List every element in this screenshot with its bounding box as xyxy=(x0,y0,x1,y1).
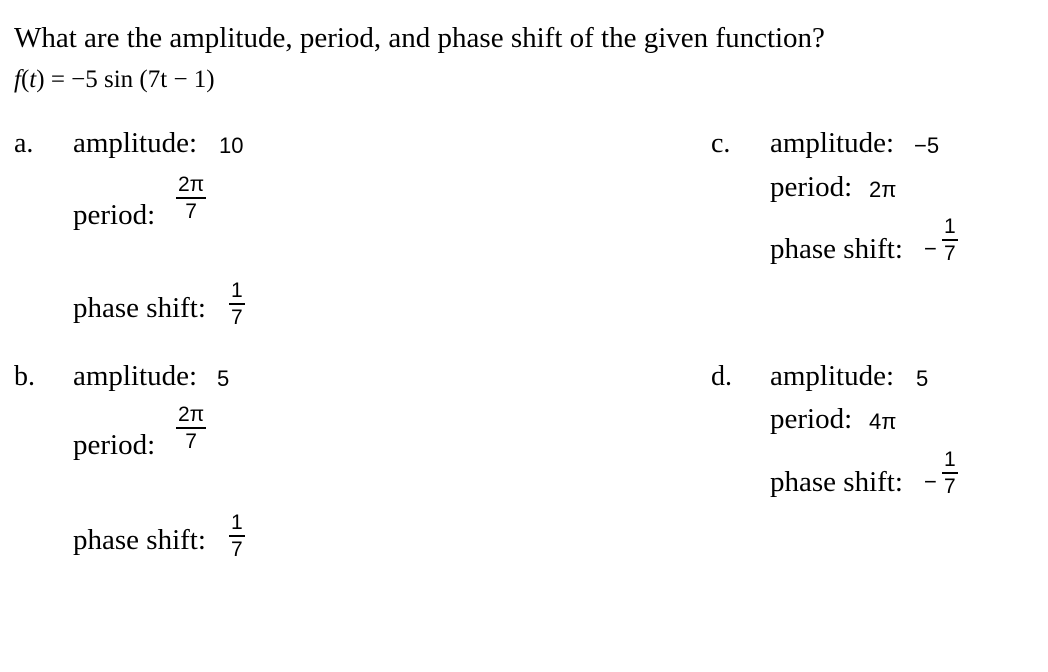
phase-denominator: 7 xyxy=(944,242,956,265)
phase-numerator: 1 xyxy=(231,511,243,534)
phase-numerator: 1 xyxy=(231,279,243,302)
period-value: 2π xyxy=(869,177,897,202)
function-name: f xyxy=(14,66,21,93)
amplitude-label: amplitude: xyxy=(73,360,198,392)
phase-denominator: 7 xyxy=(231,306,243,329)
amplitude-value: −5 xyxy=(914,133,940,158)
phase-shift-label: phase shift: xyxy=(73,292,206,324)
amplitude-label: amplitude: xyxy=(770,360,895,392)
phase-shift-label: phase shift: xyxy=(770,233,903,265)
period-fraction xyxy=(176,404,206,452)
phase-shift-label: phase shift: xyxy=(770,466,903,498)
phase-shift-label: phase shift: xyxy=(73,524,206,556)
period-label: period: xyxy=(770,171,853,203)
given-function: f(t) = −5 sin (7t − 1) xyxy=(14,66,215,93)
period-value: 4π xyxy=(869,409,897,434)
amplitude-value: 5 xyxy=(217,366,230,391)
phase-sign: − xyxy=(924,469,937,494)
period-numerator: 2π xyxy=(178,403,205,426)
phase-numerator: 1 xyxy=(944,448,956,471)
phase-shift-fraction xyxy=(229,280,245,328)
phase-denominator: 7 xyxy=(944,475,956,498)
phase-sign: − xyxy=(924,236,937,261)
period-label: period: xyxy=(770,403,853,435)
phase-shift-fraction xyxy=(942,449,958,497)
phase-denominator: 7 xyxy=(231,538,243,561)
period-numerator: 2π xyxy=(178,173,205,196)
period-fraction xyxy=(176,174,206,222)
period-label: period: xyxy=(73,429,156,461)
period-label: period: xyxy=(73,199,156,231)
function-rhs: = −5 sin (7t − 1) xyxy=(50,66,215,93)
phase-shift-fraction xyxy=(229,512,245,560)
option-letter: c. xyxy=(711,128,731,159)
period-denominator: 7 xyxy=(185,430,197,453)
function-variable: t xyxy=(29,66,37,93)
amplitude-value: 10 xyxy=(219,133,244,158)
amplitude-label: amplitude: xyxy=(73,127,198,159)
phase-numerator: 1 xyxy=(944,215,956,238)
question-text: What are the amplitude, period, and phase shift of the given function? xyxy=(14,22,825,54)
amplitude-label: amplitude: xyxy=(770,127,895,159)
phase-shift-fraction xyxy=(942,216,958,264)
option-letter: a. xyxy=(14,128,34,159)
amplitude-value: 5 xyxy=(916,366,929,391)
option-letter: d. xyxy=(711,361,732,392)
option-letter: b. xyxy=(14,361,35,392)
period-denominator: 7 xyxy=(185,200,197,223)
